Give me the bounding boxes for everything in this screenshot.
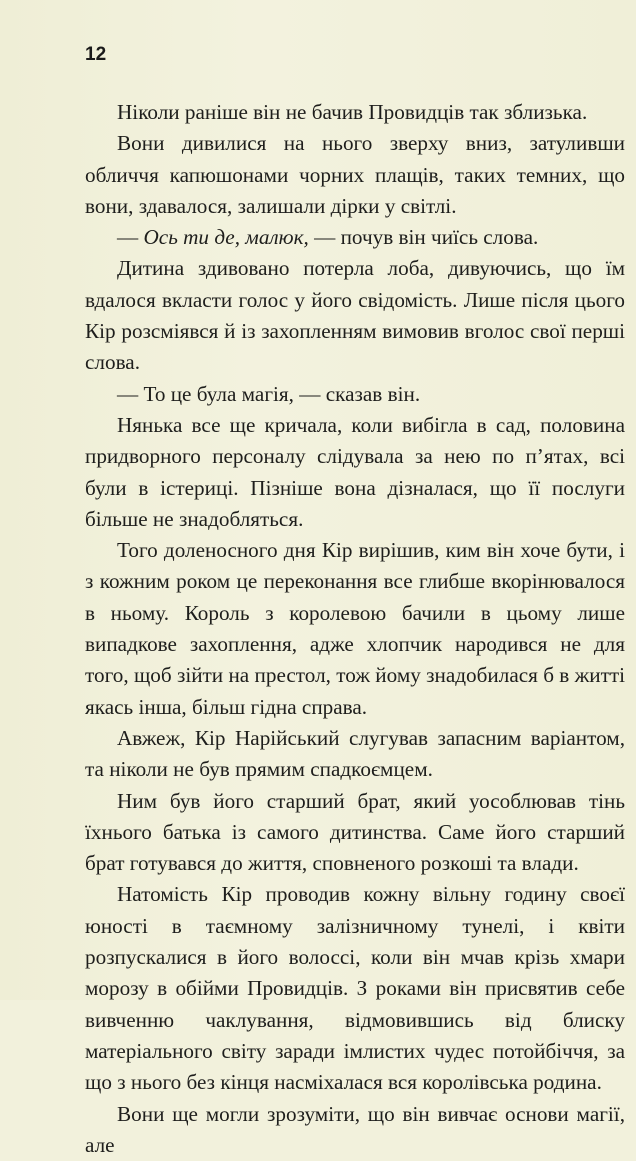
paragraph: Дитина здивовано потерла лоба, дивуючись, що їм вдалося вкласти голос у його свідомість. Лише після цього Кір розсміявся й із захопленням вимовив вголос свої перші слова.: [85, 253, 625, 378]
paragraph: Ніколи раніше він не бачив Провидців так зблизька.: [85, 97, 625, 128]
paragraph: Нянька все ще кричала, коли вибігла в сад, половина придворного персоналу слідувала за нею по п’ятах, всі були в істериці. Пізніше вона дізналася, що її послуги більше не знадобляться.: [85, 410, 625, 535]
dialogue-dash: —: [117, 225, 143, 249]
dialogue-attribution: — почув він чиїсь слова.: [309, 225, 538, 249]
paragraph: Вони дивилися на нього зверху вниз, затуливши обличчя капюшонами чорних плащів, таких темних, що вони, здавалося, залишали дірки у світлі.: [85, 128, 625, 222]
paragraph: Того доленосного дня Кір вирішив, ким він хоче бути, і з кожним роком це переконання все глибше вкорінювалося в ньому. Король з королевою бачили в цьому лише випадкове захоплення, адже хлопчик народився не для того, щоб зійти на престол, тож йому знадобилася б в житті якась інша, більш гідна справа.: [85, 535, 625, 723]
paragraph: Вони ще могли зрозуміти, що він вивчає основи магії, але: [85, 1099, 625, 1161]
body-text: [85, 97, 625, 1161]
paragraph-dialogue: [85, 222, 625, 253]
dialogue-italic-text: Ось ти де, малюк,: [143, 225, 308, 249]
paragraph: Авжеж, Кір Нарійський слугував запасним варіантом, та ніколи не був прямим спадкоємцем.: [85, 723, 625, 786]
page-number: 12: [85, 44, 106, 66]
paragraph: Натомість Кір проводив кожну вільну годину своєї юності в таємному залізничному тунелі, і квіти розпускалися в його волоссі, коли він мчав крізь хмари морозу в обійми Провидців. З роками він присвятив себе вивченню чаклування, відмовившись від блиску матеріального світу заради імлистих чудес потойбіччя, за що з нього без кінця насміхалася вся королівська родина.: [85, 879, 625, 1098]
paragraph: Ним був його старший брат, який уособлював тінь їхнього батька із самого дитинства. Саме його старший брат готувався до життя, сповненого розкоші та влади.: [85, 786, 625, 880]
paragraph-dialogue: — То це була магія, — сказав він.: [85, 379, 625, 410]
